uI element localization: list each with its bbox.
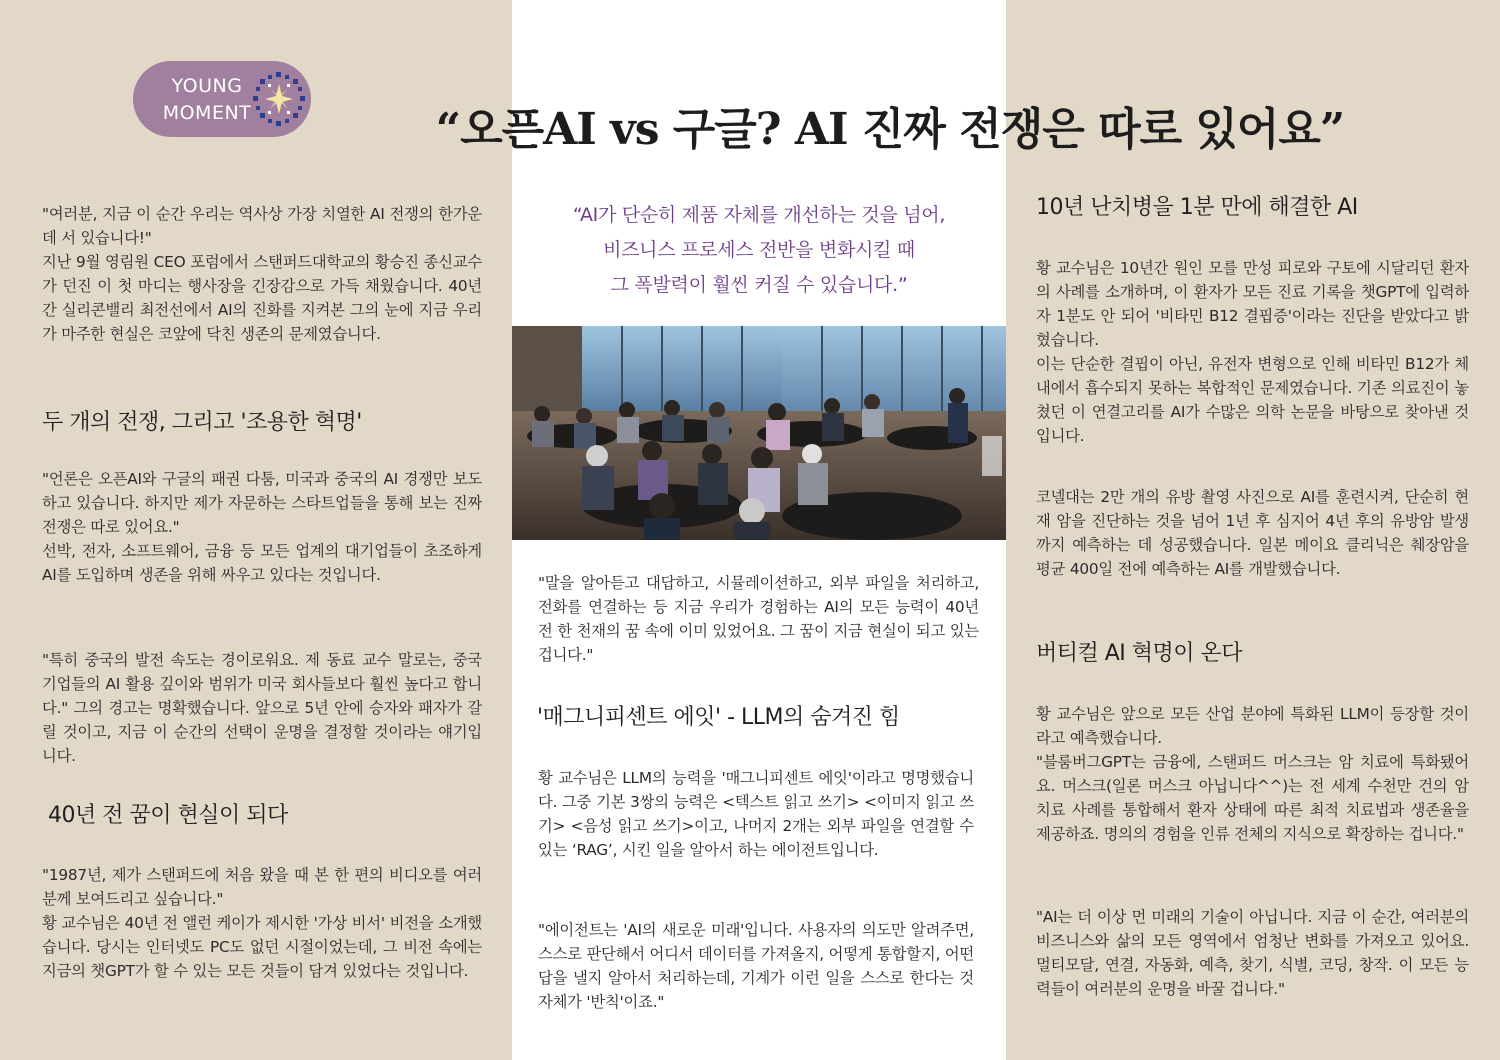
left-intro: [42, 202, 482, 346]
paragraph: "말을 알아듣고 대답하고, 시뮬레이션하고, 외부 파일을 처리하고, 전화를 연결하는 등 지금 우리가 경험하는 AI의 모든 능력이 40년 전 한 천재의 꿈 속에 이미 있었어요. 그 꿈이 지금 현실이 되고 있는 겁니다.": [538, 574, 979, 664]
conference-photo: [512, 326, 1006, 540]
paragraph: 이는 단순한 결핍이 아닌, 유전자 변형으로 인해 비타민 B12가 체내에서 흡수되지 못하는 복합적인 문제였습니다. 기존 의료진이 놓쳤던 이 연결고리를 AI가 수많은 의학 논문을 바탕으로 찾아낸 것입니다.: [1036, 355, 1469, 445]
paragraph: "에이전트는 'AI의 새로운 미래'입니다. 사용자의 의도만 알려주면, 스스로 판단해서 어디서 데이터를 가져올지, 어떻게 통합할지, 어떤 답을 낼지 알아서 처리하는데, 기계가 이런 일을 스스로 한다는 것 자체가 '반칙'이죠.": [538, 921, 974, 1011]
brand-line-2: MOMENT: [162, 102, 252, 124]
paragraph: "블룸버그GPT는 금융에, 스탠퍼드 머스크는 암 치료에 특화됐어요. 머스크(일론 머스크 아닙니다^^)는 전 세계 수천만 건의 암 치료 사례를 통합해서 환자 상태에 따른 최적 치료법과 생존율을 제공하죠. 명의의 경험을 인류 전체의 지식으로 확장하는 겁니다.": [1036, 753, 1469, 843]
conference-photo-image: [512, 326, 1006, 540]
paragraph: "여러분, 지금 이 순간 우리는 역사상 가장 치열한 AI 전쟁의 한가운데 서 있습니다!": [42, 205, 482, 247]
section-heading: 10년 난치병을 1분 만에 해결한 AI: [1036, 195, 1358, 220]
paragraph: 황 교수님은 40년 전 앨런 케이가 제시한 '가상 비서' 비전을 소개했습니다. 당시는 인터넷도 PC도 없던 시절이었는데, 그 비전 속에는 지금의 챗GPT가 할 수 있는 모든 것들이 담겨 있었다는 것입니다.: [42, 914, 482, 980]
brand-line-1: YOUNG: [171, 75, 243, 97]
quote-line: 비즈니스 프로세스 전반을 변화시킬 때: [603, 239, 915, 261]
paragraph: 황 교수님은 앞으로 모든 산업 분야에 특화된 LLM이 등장할 것이라고 예측했습니다.: [1036, 705, 1469, 747]
section-heading: 두 개의 전쟁, 그리고 '조용한 혁명': [42, 410, 362, 435]
paragraph: "언론은 오픈AI와 구글의 패권 다툼, 미국과 중국의 AI 경쟁만 보도하고 있습니다. 하지만 제가 자문하는 스타트업들을 통해 보는 진짜 전쟁은 따로 있어요.": [42, 470, 482, 536]
section-heading: 버티컬 AI 혁명이 온다: [1036, 641, 1243, 666]
paragraph: 선박, 전자, 소프트웨어, 금융 등 모든 업계의 대기업들이 초조하게 AI를 도입하며 생존을 위해 싸우고 있다는 것입니다.: [42, 542, 482, 584]
paragraph: "특히 중국의 발전 속도는 경이로워요. 제 동료 교수 말로는, 중국 기업들의 AI 활용 깊이와 범위가 미국 회사들보다 훨씬 높다고 합니다." 그의 경고는 명확했습니다. 앞으로 5년 안에 승자와 패자가 갈릴 것이고, 지금 이 순간의 선택이 운명을 결정할 것이라는 얘기입니다.: [42, 651, 482, 765]
left-section1a: [42, 467, 482, 587]
middle-para3: [538, 918, 974, 1014]
paragraph: "AI는 더 이상 먼 미래의 기술이 아닙니다. 지금 이 순간, 여러분의 비즈니스와 삶의 모든 영역에서 엄청난 변화를 가져오고 있어요. 멀티모달, 연결, 자동화, 예측, 찾기, 식별, 코딩, 창작. 이 모든 능력들이 여러분의 운명을 바꿀 겁니다.": [1036, 908, 1469, 998]
quote-line: 그 폭발력이 훨씬 커질 수 있습니다.”: [610, 274, 908, 296]
right-para4: [1036, 905, 1469, 1001]
paragraph: 황 교수님은 10년간 원인 모를 만성 피로와 구토에 시달리던 환자의 사례를 소개하며, 이 환자가 모든 진료 기록을 챗GPT에 입력하자 1분도 안 되어 '비타민 B12 결핍증'이라는 진단을 받았다고 밝혔습니다.: [1036, 259, 1469, 349]
pull-quote: [512, 198, 1006, 303]
paragraph: "1987년, 제가 스탠퍼드에 처음 왔을 때 본 한 편의 비디오를 여러분께 보여드리고 싶습니다.": [42, 866, 482, 908]
section-heading: 40년 전 꿈이 현실이 되다: [48, 803, 288, 828]
quote-line: “AI가 단순히 제품 자체를 개선하는 것을 넘어,: [572, 204, 946, 226]
left-section1b: [42, 648, 482, 768]
brand-badge: [133, 61, 311, 137]
paragraph: 코넬대는 2만 개의 유방 촬영 사진으로 AI를 훈련시켜, 단순히 현재 암을 진단하는 것을 넘어 1년 후 심지어 4년 후의 유방암 발생까지 예측하는 데 성공했습니다. 일본 메이요 클리닉은 췌장암을 평균 400일 전에 예측하는 AI를 개발했습니다.: [1036, 488, 1469, 578]
right-para3: [1036, 702, 1469, 846]
brand-name: [157, 73, 257, 127]
left-section2: [42, 863, 482, 983]
section-heading: '매그니피센트 에잇' - LLM의 숨겨진 힘: [537, 705, 900, 730]
sparkle-logo-icon: [251, 70, 307, 128]
paragraph: 황 교수님은 LLM의 능력을 '매그니피센트 에잇'이라고 명명했습니다. 그중 기본 3쌍의 능력은 <텍스트 읽고 쓰기> <이미지 읽고 쓰기> <음성 읽고 쓰기>이고, 나머지 2개는 외부 파일을 연결할 수 있는 ‘RAG’, 시킨 일을 알아서 하는 에이전트입니다.: [538, 769, 974, 859]
right-para1: [1036, 256, 1469, 448]
middle-para1: [538, 571, 979, 667]
middle-para2: [538, 766, 974, 862]
page-title: “오픈AI vs 구글? AI 진짜 전쟁은 따로 있어요”: [435, 104, 1345, 156]
paragraph: 지난 9월 영림원 CEO 포럼에서 스탠퍼드대학교의 황승진 종신교수가 던진 이 첫 마디는 행사장을 긴장감으로 가득 채웠습니다. 40년간 실리콘밸리 최전선에서 AI의 진화를 지켜본 그의 눈에 지금 우리가 마주한 현실은 코앞에 닥친 생존의 문제였습니다.: [42, 253, 482, 343]
right-para2: [1036, 485, 1469, 581]
